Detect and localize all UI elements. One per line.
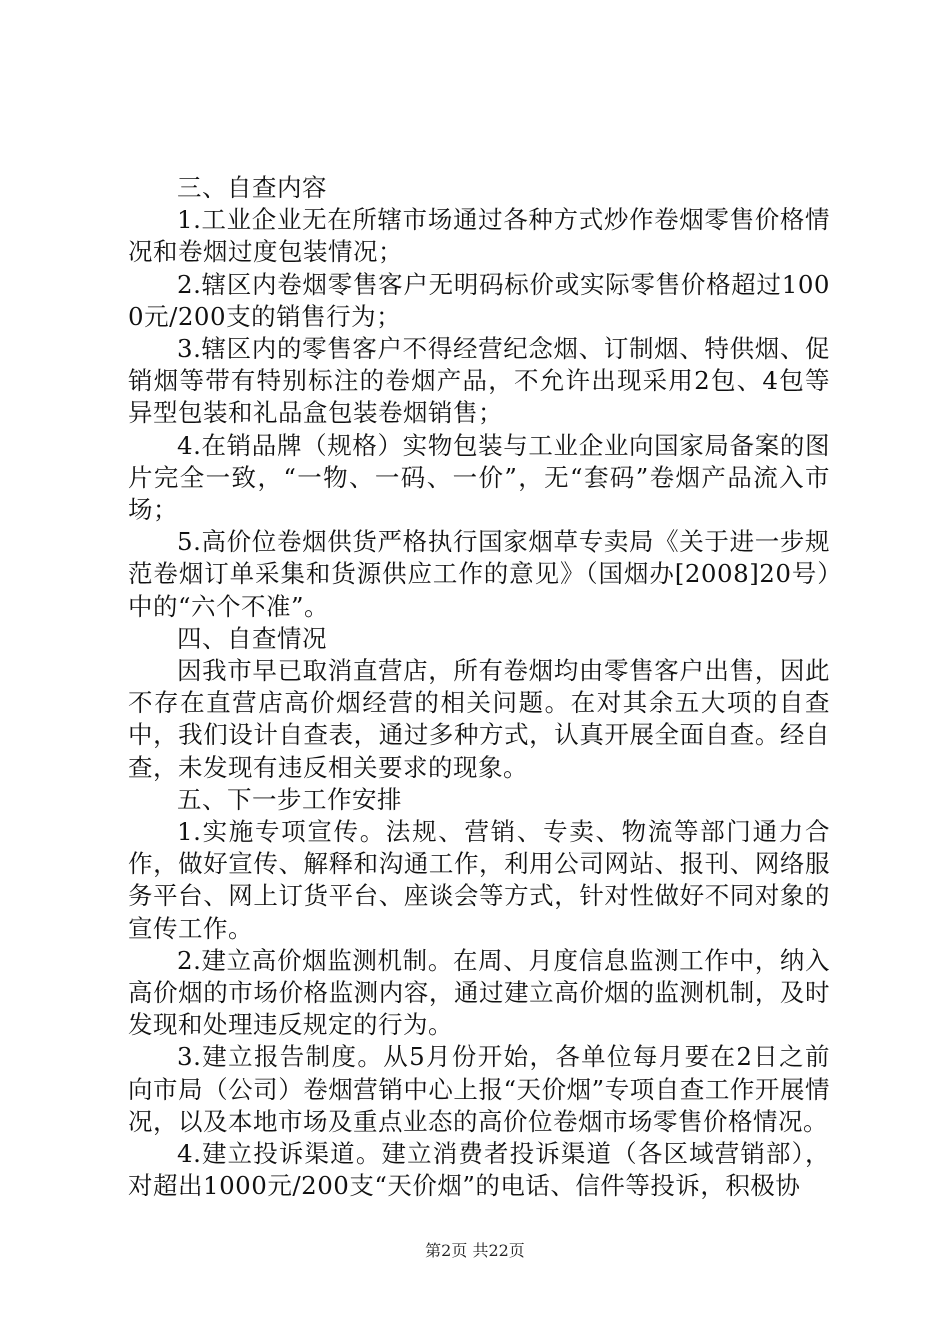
paragraph: 5.高价位卷烟供货严格执行国家烟草专卖局《关于进一步规范卷烟订单采集和货源供应工作的意见》（国烟办[2008]20号）中的“六个不准”。: [128, 527, 830, 621]
section-heading-self-check-status: 四、自查情况: [177, 623, 327, 653]
paragraph: 2.建立高价烟监测机制。在周、月度信息监测工作中，纳入高价烟的市场价格监测内容，通过建立高价烟的监测机制，及时发现和处理违反规定的行为。: [128, 945, 830, 1040]
document-body: [128, 172, 830, 1203]
paragraph: 1.工业企业无在所辖市场通过各种方式炒作卷烟零售价格情况和卷烟过度包装情况；: [128, 205, 830, 267]
paragraph: 4.在销品牌（规格）实物包装与工业企业向国家局备案的图片完全一致，“一物、一码、一价”，无“套码”卷烟产品流入市场；: [128, 430, 830, 525]
paragraph: 因我市早已取消直营店，所有卷烟均由零售客户出售，因此不存在直营店高价烟经营的相关问题。在对其余五大项的自查中，我们设计自查表，通过多种方式，认真开展全面自查。经自查，未发现有违反相关要求的现象。: [128, 656, 830, 782]
paragraph: 4.建立投诉渠道。建立消费者投诉渠道（各区域营销部），对超出1000元/200支“天价烟”的电话、信件等投诉，积极协: [128, 1139, 830, 1201]
section-heading-self-check-content: 三、自查内容: [177, 173, 327, 202]
paragraph: 1.实施专项宣传。法规、营销、专卖、物流等部门通力合作，做好宣传、解释和沟通工作，利用公司网站、报刊、网络服务平台、网上订货平台、座谈会等方式，针对性做好不同对象的宣传工作。: [128, 817, 830, 943]
section-heading-next-steps: 五、下一步工作安排: [177, 784, 402, 814]
paragraph: 3.建立报告制度。从5月份开始，各单位每月要在2日之前向市局（公司）卷烟营销中心上报“天价烟”专项自查工作开展情况，以及本地市场及重点业态的高价位卷烟市场零售价格情况。: [128, 1042, 830, 1136]
paragraph: 2.辖区内卷烟零售客户无明码标价或实际零售价格超过1000元/200支的销售行为；: [128, 269, 830, 331]
paragraph: 3.辖区内的零售客户不得经营纪念烟、订制烟、特供烟、促销烟等带有特别标注的卷烟产品，不允许出现采用2包、4包等异型包装和礼品盒包装卷烟销售；: [128, 334, 830, 428]
page-number-footer: 第2页 共22页: [425, 1241, 525, 1260]
